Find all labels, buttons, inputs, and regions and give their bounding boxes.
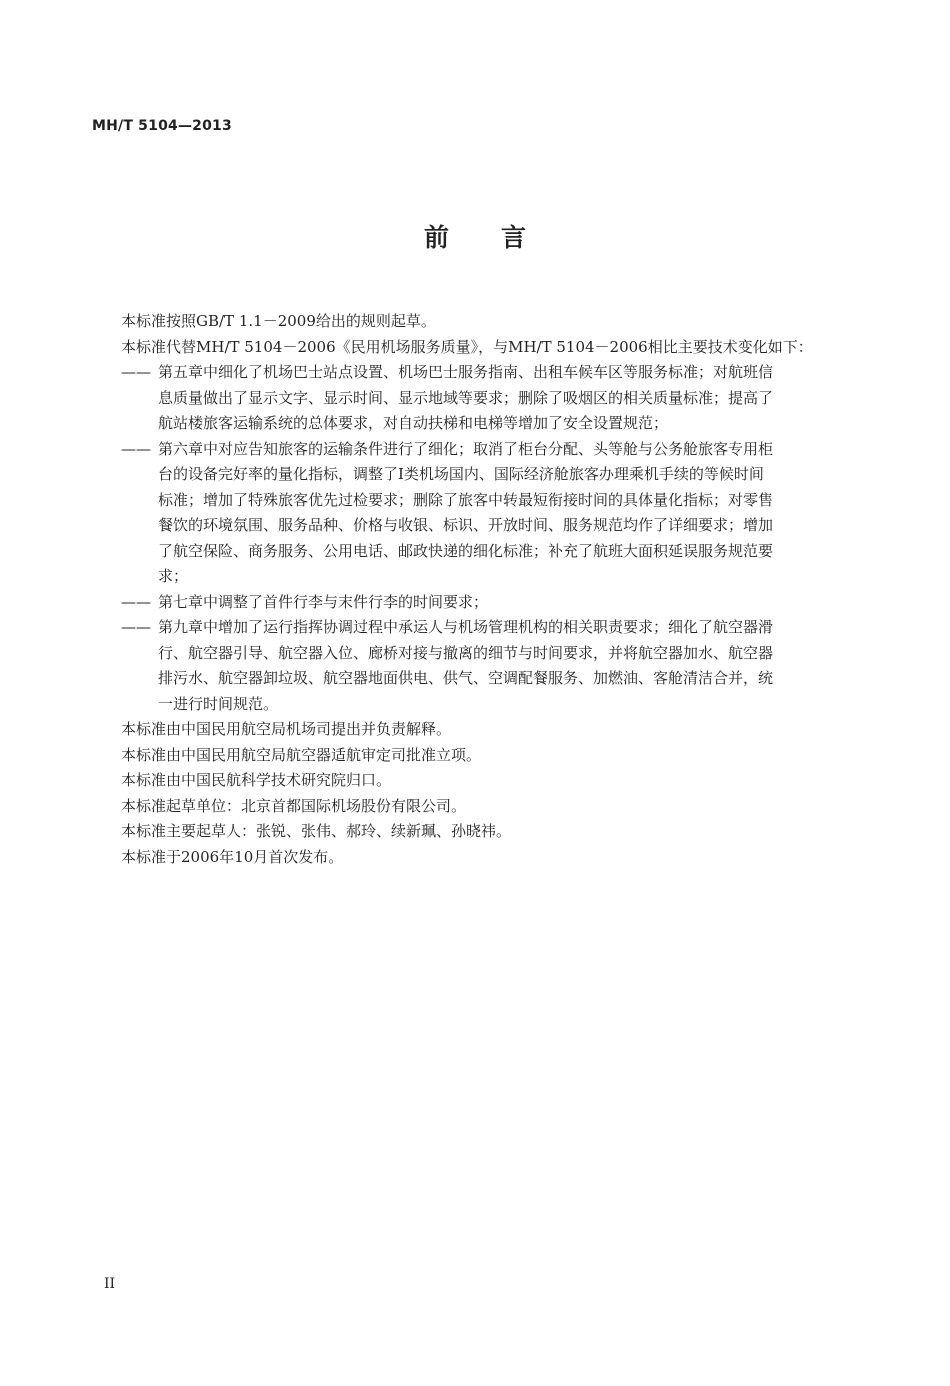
paragraph-first-release: 本标准于2006年10月首次发布。 bbox=[121, 847, 344, 866]
change-item-line: 航站楼旅客运输系统的总体要求，对自动扶梯和电梯等增加了安全设置规范； bbox=[158, 414, 669, 432]
page-title: 前言 bbox=[423, 223, 578, 252]
paragraph-replacement-note: 本标准代替MH/T 5104－2006《民用机场服务质量》，与MH/T 5104－2006相比主要技术变化如下： bbox=[121, 337, 813, 356]
page-number: II bbox=[104, 1276, 116, 1292]
paragraph-proposer: 本标准由中国民用航空局机场司提出并负责解释。 bbox=[121, 720, 452, 738]
list-dash: —— bbox=[121, 618, 151, 636]
change-item-chapter-6 bbox=[121, 437, 861, 590]
change-item-chapter-9 bbox=[121, 615, 861, 717]
change-item-line: 了航空保险、商务服务、公用电话、邮政快递的细化标准；补充了航班大面积延误服务规范要 bbox=[158, 541, 774, 560]
change-item-line: 标准；增加了特殊旅客优先过检要求；删除了旅客中转最短衔接时间的具体量化指标；对零售 bbox=[158, 490, 774, 509]
change-item-line: 第五章中细化了机场巴士站点设置、机场巴士服务指南、出租车候车区等服务标准；对航班信 bbox=[158, 363, 774, 381]
change-item-line: 第七章中调整了首件行李与末件行李的时间要求； bbox=[158, 592, 489, 611]
change-item-line: 息质量做出了显示文字、显示时间、显示地域等要求；删除了吸烟区的相关质量标准；提高了 bbox=[158, 388, 774, 407]
list-dash: —— bbox=[121, 363, 151, 381]
list-dash: —— bbox=[121, 439, 151, 458]
change-item-line: 台的设备完好率的量化指标，调整了Ⅰ类机场国内、国际经济舱旅客办理乘机手续的等候时间 bbox=[158, 465, 764, 483]
change-item-line: 第六章中对应告知旅客的运输条件进行了细化；取消了柜台分配、头等舱与公务舱旅客专用柜 bbox=[158, 439, 774, 458]
document-number-header: MH/T 5104—2013 bbox=[92, 118, 232, 134]
paragraph-main-drafters: 本标准主要起草人：张锐、张伟、郝玲、续新珮、孙晓祎。 bbox=[121, 822, 512, 840]
change-item-line: 求； bbox=[158, 567, 189, 585]
change-item-line: 餐饮的环境氛围、服务品种、价格与收银、标识、开放时间、服务规范均作了详细要求；增加 bbox=[158, 516, 774, 534]
change-item-chapter-7 bbox=[121, 590, 861, 616]
list-dash: —— bbox=[121, 592, 151, 611]
paragraph-approver: 本标准由中国民用航空局航空器适航审定司批准立项。 bbox=[121, 745, 482, 764]
change-item-line: 第九章中增加了运行指挥协调过程中承运人与机场管理机构的相关职责要求；细化了航空器滑 bbox=[158, 618, 774, 636]
paragraph-centralizing-unit: 本标准由中国民航科学技术研究院归口。 bbox=[121, 771, 392, 789]
paragraph-drafting-unit: 本标准起草单位：北京首都国际机场股份有限公司。 bbox=[121, 796, 467, 815]
change-item-chapter-5 bbox=[121, 360, 861, 437]
paragraph-drafting-rules: 本标准按照GB/T 1.1－2009给出的规则起草。 bbox=[121, 312, 436, 330]
change-item-line: 一进行时间规范。 bbox=[158, 694, 279, 713]
change-item-line: 行、航空器引导、航空器入位、廊桥对接与撤离的细节与时间要求，并将航空器加水、航空器 bbox=[158, 643, 774, 662]
foreword-body bbox=[121, 309, 861, 870]
change-item-line: 排污水、航空器卸垃圾、航空器地面供电、供气、空调配餐服务、加燃油、客舱清洁合并，统 bbox=[158, 669, 774, 687]
